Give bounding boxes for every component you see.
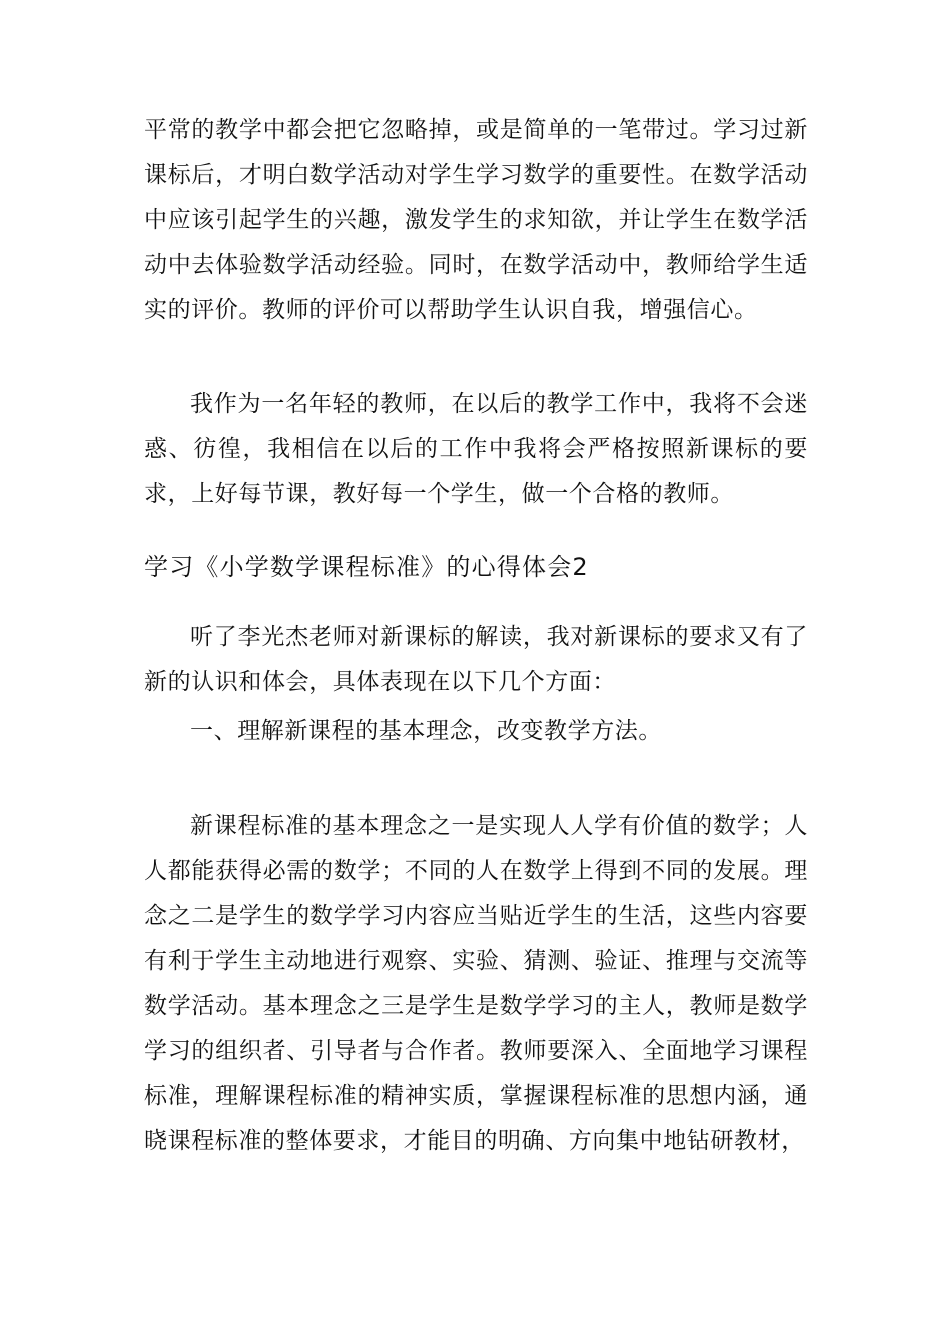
section-heading: 学习《小学数学课程标准》的心得体会2 [144, 553, 589, 581]
paragraph-continued: 平常的教学中都会把它忽略掉，或是简单的一笔带过。学习过新课标后，才明白数学活动对学生学习数学的重要性。在数学活动中应该引起学生的兴趣，激发学生的求知欲，并让学生在数学活动中去体验数学活动经验。同时，在数学活动中，教师给学生适实的评价。教师的评价可以帮助学生认识自我，增强信心。 [144, 117, 808, 323]
paragraph-intro: 听了李光杰老师对新课标的解读，我对新课标的要求又有了新的认识和体会，具体表现在以下几个方面： [144, 624, 808, 695]
paragraph-young-teacher: 我作为一名年轻的教师，在以后的教学工作中，我将不会迷惑、彷徨，我相信在以后的工作中我将会严格按照新课标的要求，上好每节课，教好每一个学生，做一个合格的教师。 [144, 391, 808, 507]
paragraph-core-ideas: 新课程标准的基本理念之一是实现人人学有价值的数学；人人都能获得必需的数学；不同的人在数学上得到不同的发展。理念之二是学生的数学学习内容应当贴近学生的生活，这些内容要有利于学生主动地进行观察、实验、猜测、验证、推理与交流等数学活动。基本理念之三是学生是数学学习的主人，教师是数学学习的组织者、引导者与合作者。教师要深入、全面地学习课程标准，理解课程标准的精神实质，掌握课程标准的思想内涵，通晓课程标准的整体要求，才能目的明确、方向集中地钻研教材， [144, 813, 808, 1154]
subsection-heading: 一、理解新课程的基本理念，改变教学方法。 [190, 718, 662, 744]
